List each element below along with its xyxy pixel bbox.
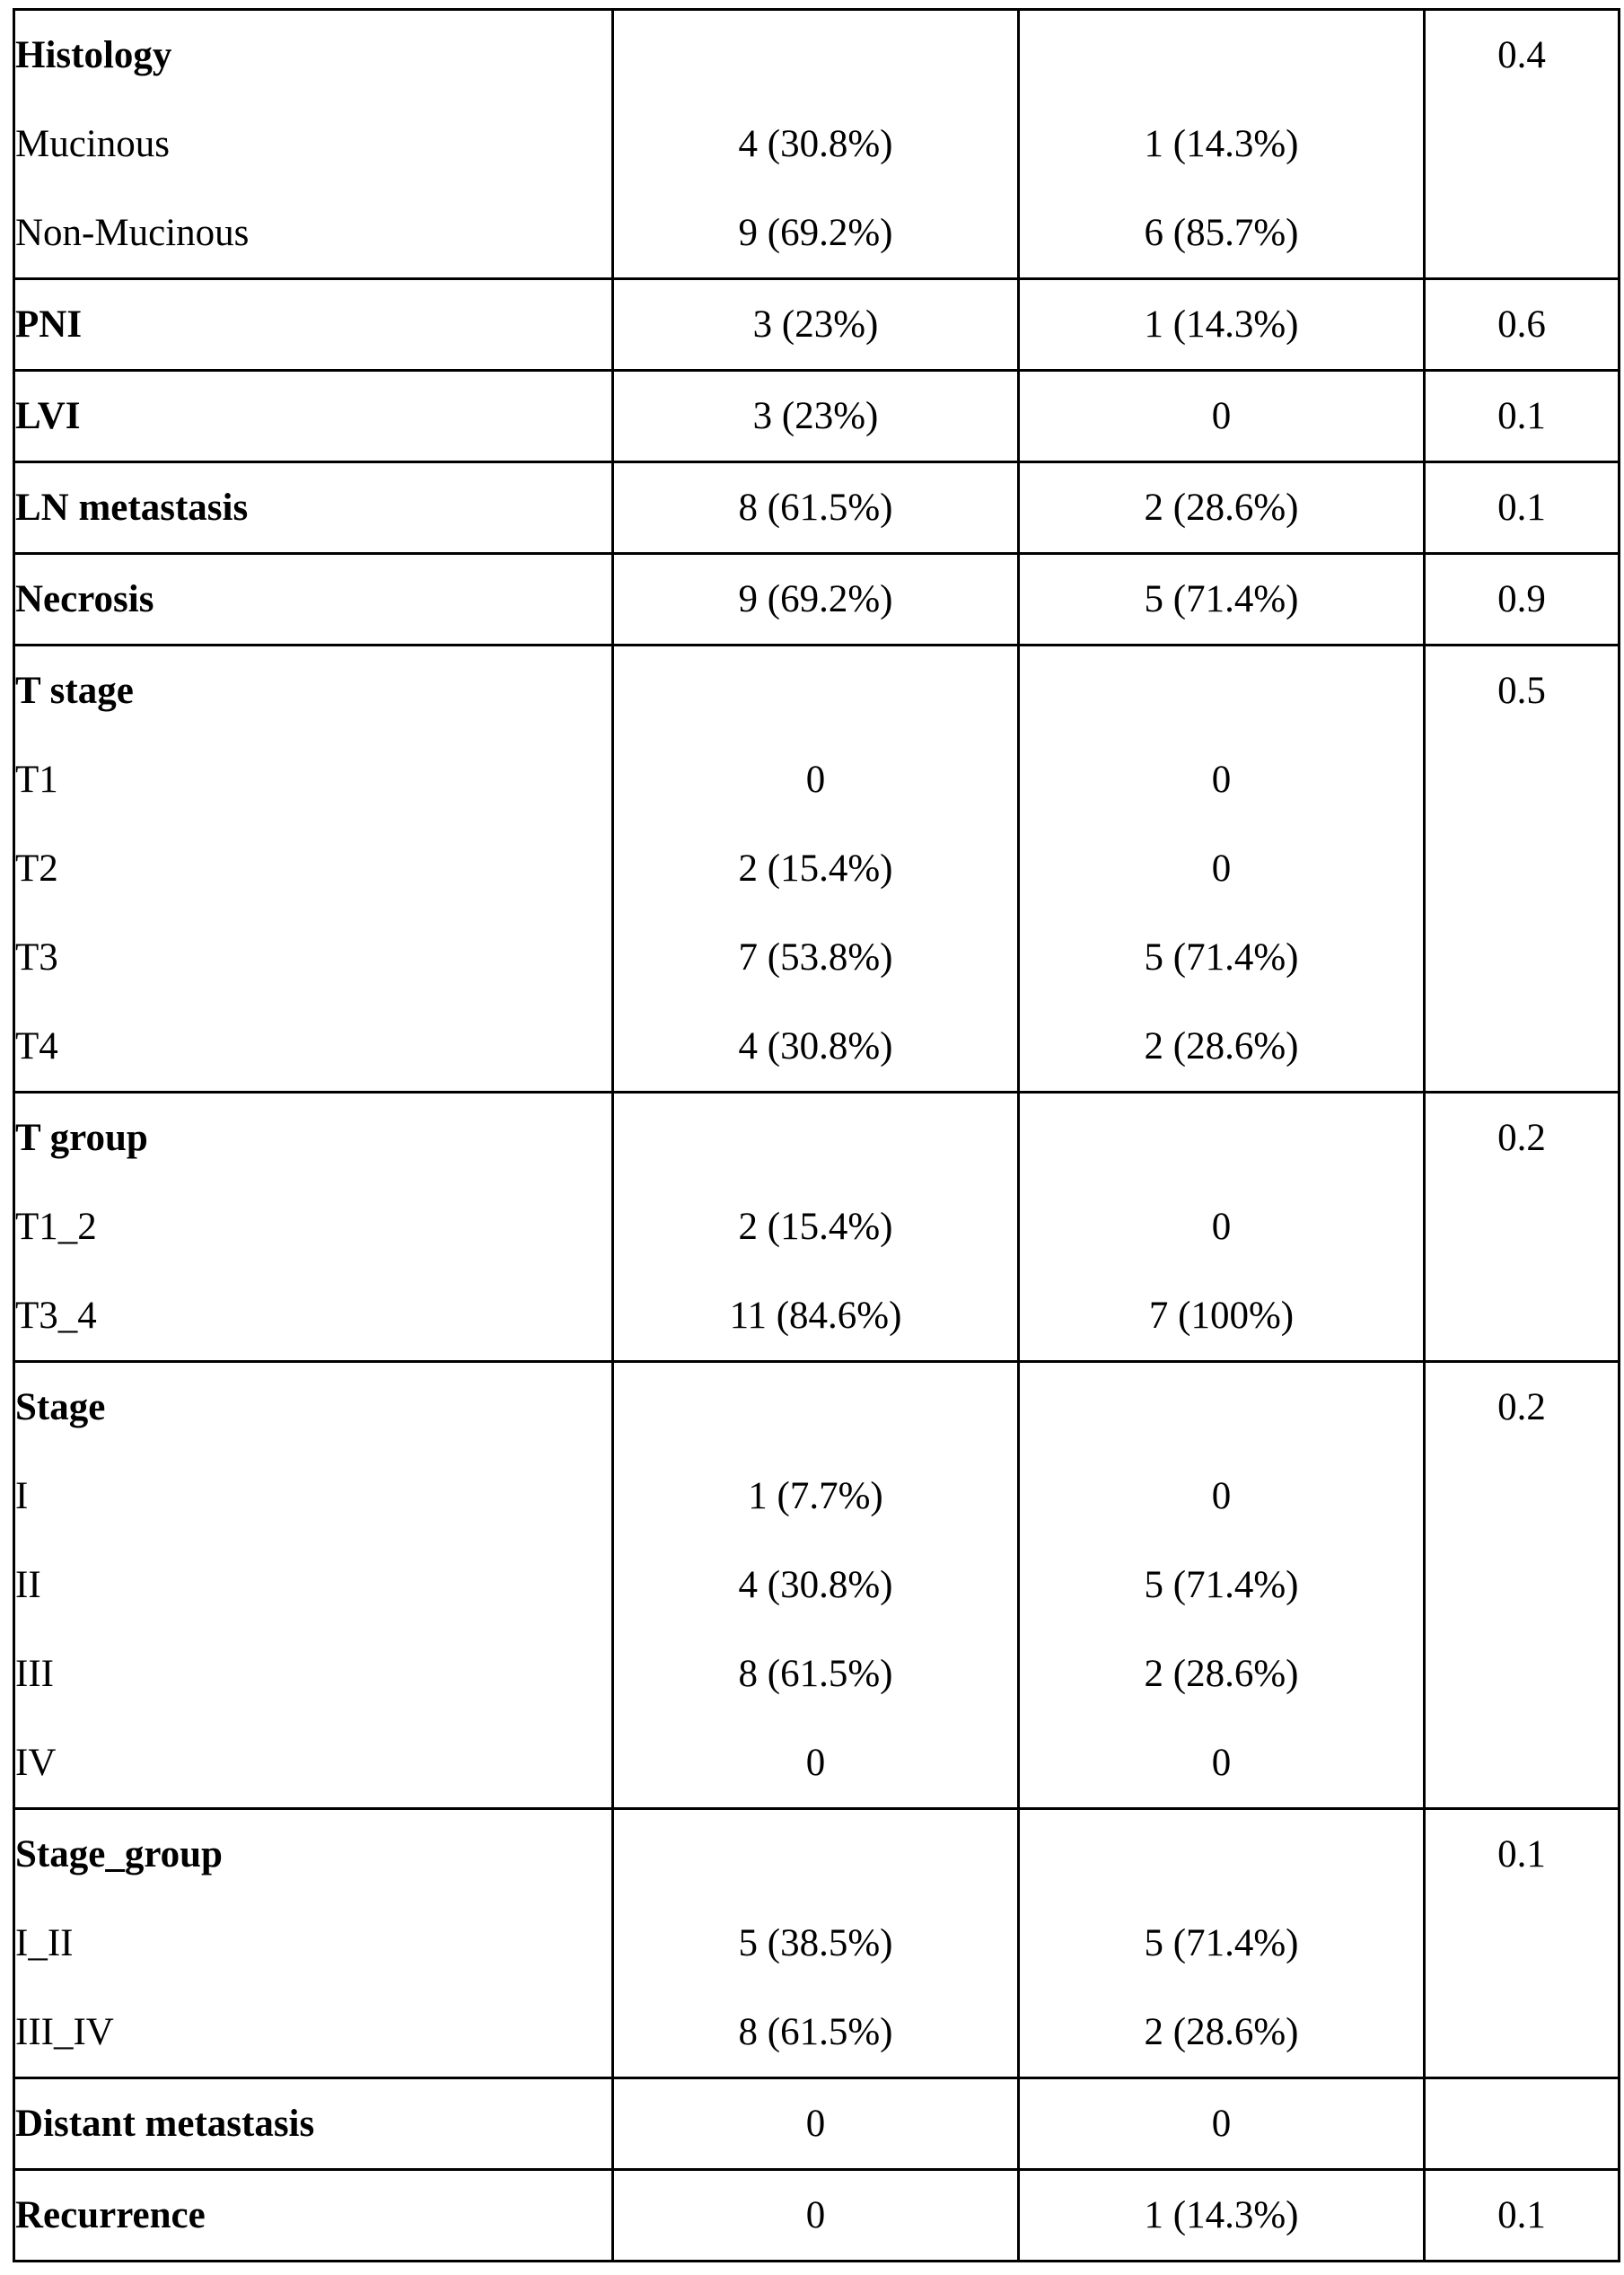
variable-label: Distant metastasis [14,2078,613,2170]
p-value [1425,1718,1620,1809]
p-value: 0.1 [1425,1809,1620,1900]
group-necrosis [14,554,1620,646]
p-value: 0.2 [1425,1093,1620,1183]
group2-value: 0 [1019,1452,1425,1541]
group2-value: 2 (28.6%) [1019,1629,1425,1718]
table-row [14,554,1620,646]
group1-value: 9 (69.2%) [613,189,1019,279]
variable-label: Histology [14,10,613,101]
p-value [1425,913,1620,1002]
group2-value: 0 [1019,735,1425,824]
group-recurrence [14,2170,1620,2262]
group2-value: 6 (85.7%) [1019,189,1425,279]
group1-value: 0 [613,735,1019,824]
p-value: 0.6 [1425,279,1620,371]
group-ln-metastasis [14,462,1620,554]
group2-value: 0 [1019,1718,1425,1809]
group1-value: 4 (30.8%) [613,1541,1019,1629]
category-label: T3 [14,913,613,1002]
group1-value: 1 (7.7%) [613,1452,1019,1541]
table-row [14,10,1620,101]
group1-value: 2 (15.4%) [613,824,1019,913]
group1-value: 8 (61.5%) [613,462,1019,554]
table-row [14,1718,1620,1809]
variable-label: Stage [14,1362,613,1453]
category-label: T1_2 [14,1182,613,1271]
group2-value [1019,1362,1425,1453]
category-label: II [14,1541,613,1629]
results-table [13,8,1620,2262]
group2-value [1019,10,1425,101]
group-t-group [14,1093,1620,1362]
group1-value [613,1809,1019,1900]
table-row [14,1452,1620,1541]
table-row [14,1988,1620,2078]
variable-label: Recurrence [14,2170,613,2262]
category-label: Non-Mucinous [14,189,613,279]
group1-value [613,1362,1019,1453]
p-value [1425,824,1620,913]
table-row [14,1362,1620,1453]
table-row [14,1809,1620,1900]
group2-value [1019,1093,1425,1183]
group1-value: 5 (38.5%) [613,1899,1019,1988]
group2-value: 0 [1019,2078,1425,2170]
table-row [14,2078,1620,2170]
category-label: III [14,1629,613,1718]
group1-value: 4 (30.8%) [613,1002,1019,1093]
group1-value: 3 (23%) [613,279,1019,371]
group-stage [14,1362,1620,1809]
table-row [14,2170,1620,2262]
group2-value [1019,1809,1425,1900]
table-row [14,824,1620,913]
group2-value: 2 (28.6%) [1019,1002,1425,1093]
group-distant-metastasis [14,2078,1620,2170]
group2-value: 5 (71.4%) [1019,554,1425,646]
variable-label: Stage_group [14,1809,613,1900]
variable-label: LN metastasis [14,462,613,554]
p-value [1425,189,1620,279]
p-value: 0.9 [1425,554,1620,646]
group2-value: 7 (100%) [1019,1271,1425,1362]
table-row [14,1093,1620,1183]
table-row [14,1002,1620,1093]
table-row [14,1899,1620,1988]
group2-value: 0 [1019,371,1425,462]
group1-value: 11 (84.6%) [613,1271,1019,1362]
p-value: 0.1 [1425,371,1620,462]
p-value [1425,1452,1620,1541]
group2-value: 0 [1019,1182,1425,1271]
variable-label: PNI [14,279,613,371]
group1-value [613,1093,1019,1183]
group2-value: 1 (14.3%) [1019,279,1425,371]
table-row [14,913,1620,1002]
p-value: 0.1 [1425,2170,1620,2262]
group1-value: 0 [613,2170,1019,2262]
group1-value: 0 [613,1718,1019,1809]
p-value [1425,1629,1620,1718]
variable-label: T stage [14,646,613,736]
p-value [1425,1899,1620,1988]
group1-value: 3 (23%) [613,371,1019,462]
group2-value: 5 (71.4%) [1019,1541,1425,1629]
table-row [14,1541,1620,1629]
table-row [14,1271,1620,1362]
category-label: T3_4 [14,1271,613,1362]
group1-value: 7 (53.8%) [613,913,1019,1002]
category-label: I_II [14,1899,613,1988]
group2-value: 2 (28.6%) [1019,462,1425,554]
group-pni [14,279,1620,371]
category-label: IV [14,1718,613,1809]
table-row [14,646,1620,736]
group1-value [613,646,1019,736]
category-label: Mucinous [14,100,613,189]
variable-label: LVI [14,371,613,462]
group2-value [1019,646,1425,736]
group2-value: 0 [1019,824,1425,913]
p-value [1425,1271,1620,1362]
p-value: 0.5 [1425,646,1620,736]
group1-value: 4 (30.8%) [613,100,1019,189]
table-row [14,462,1620,554]
p-value [1425,2078,1620,2170]
category-label: T4 [14,1002,613,1093]
group1-value: 8 (61.5%) [613,1629,1019,1718]
p-value [1425,1541,1620,1629]
p-value [1425,1182,1620,1271]
table-row [14,279,1620,371]
group-stage-group [14,1809,1620,2078]
table-row [14,100,1620,189]
p-value [1425,100,1620,189]
group-t-stage [14,646,1620,1093]
group1-value: 2 (15.4%) [613,1182,1019,1271]
group1-value [613,10,1019,101]
table-row [14,1629,1620,1718]
p-value [1425,1988,1620,2078]
table-row [14,735,1620,824]
category-label: T1 [14,735,613,824]
variable-label: T group [14,1093,613,1183]
group1-value: 0 [613,2078,1019,2170]
category-label: T2 [14,824,613,913]
group2-value: 5 (71.4%) [1019,913,1425,1002]
group-lvi [14,371,1620,462]
group2-value: 5 (71.4%) [1019,1899,1425,1988]
group1-value: 8 (61.5%) [613,1988,1019,2078]
p-value: 0.2 [1425,1362,1620,1453]
group1-value: 9 (69.2%) [613,554,1019,646]
p-value [1425,1002,1620,1093]
table-row [14,1182,1620,1271]
category-label: I [14,1452,613,1541]
category-label: III_IV [14,1988,613,2078]
p-value: 0.4 [1425,10,1620,101]
table-row [14,189,1620,279]
p-value: 0.1 [1425,462,1620,554]
p-value [1425,735,1620,824]
group2-value: 2 (28.6%) [1019,1988,1425,2078]
variable-label: Necrosis [14,554,613,646]
table-row [14,371,1620,462]
group2-value: 1 (14.3%) [1019,100,1425,189]
group2-value: 1 (14.3%) [1019,2170,1425,2262]
group-histology [14,10,1620,279]
